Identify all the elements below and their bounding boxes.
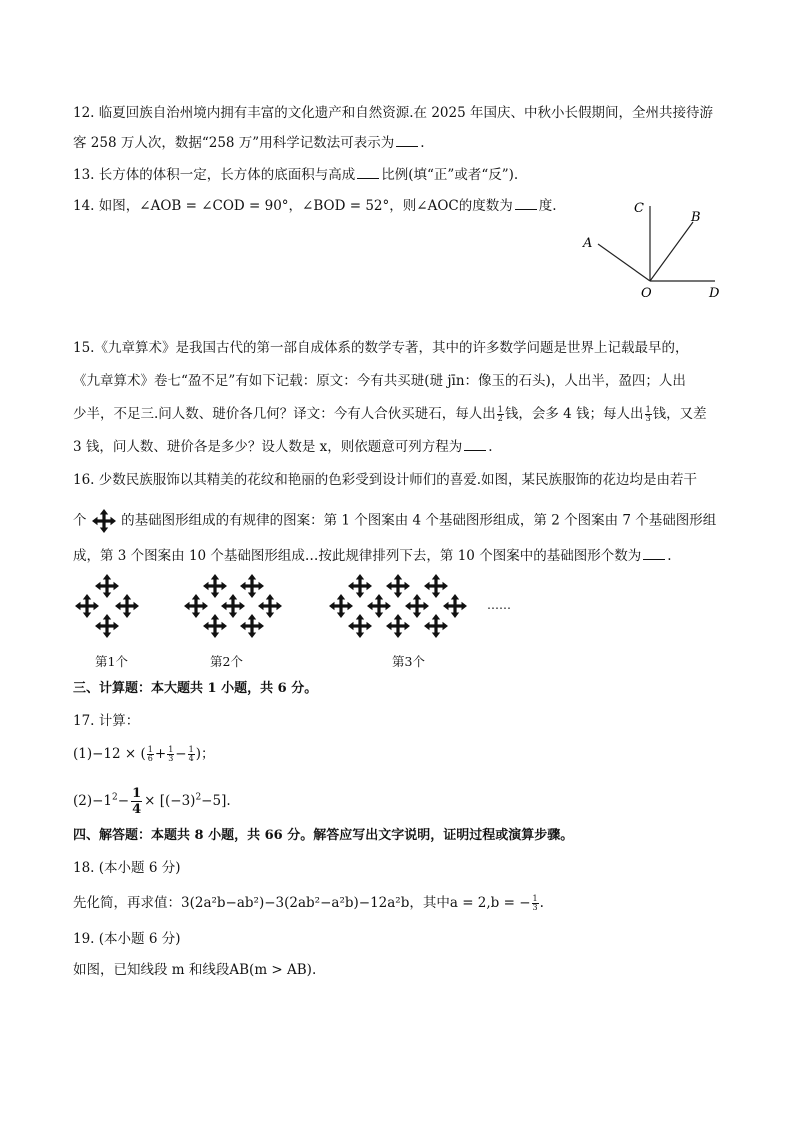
q18-body xyxy=(73,893,544,913)
q15-text-c: 钱，又差 xyxy=(652,406,707,422)
base-shape xyxy=(367,594,391,618)
label-d: D xyxy=(709,286,720,301)
base-shape xyxy=(203,614,227,638)
q17-p1-post: )； xyxy=(195,746,215,762)
q16-text-b: 的基础图形组成的有规律的图案：第 1 个图案由 4 个基础图形组成，第 2 个图案由 7 个基础图形组 xyxy=(121,512,717,529)
exponent: 2 xyxy=(112,792,118,803)
label-c: C xyxy=(634,201,644,216)
q16-text-a: 个 xyxy=(73,512,87,529)
fraction: $\frac{1}{4}$ xyxy=(188,745,194,763)
answer-blank xyxy=(643,546,665,560)
base-shape xyxy=(184,594,208,618)
base-shape xyxy=(424,574,448,598)
fraction: $\frac{1}{3}$ xyxy=(532,894,538,912)
q17-p2-pre: (2)−1 xyxy=(73,793,113,809)
base-shape xyxy=(240,614,264,638)
exponent: 2 xyxy=(195,792,202,803)
base-shape xyxy=(203,574,227,598)
angle-figure xyxy=(575,196,735,306)
q13-end: 比例(填“正”或者“反”). xyxy=(381,167,519,183)
label-b: B xyxy=(691,210,701,225)
q15-text-d: 3 钱，问人数、琎价各是多少？设人数是 x，则依题意可列方程为 xyxy=(73,439,463,455)
q15-line3 xyxy=(73,404,707,424)
caption-2: 第2个 xyxy=(210,654,243,669)
base-shape xyxy=(115,594,139,618)
base-shape xyxy=(329,594,353,618)
ray-oa xyxy=(598,244,650,281)
base-shape xyxy=(348,614,372,638)
pattern-3 xyxy=(322,572,482,644)
q14-text: 14. 如图，∠AOB = ∠COD = 90°，∠BOD = 52°，则∠AOC的度数为 xyxy=(73,198,513,214)
base-shape xyxy=(240,574,264,598)
fraction-half: $\frac{1}{2}$ xyxy=(497,405,503,423)
q12-line1: 12. 临夏回族自治州境内拥有丰富的文化遗产和自然资源.在 2025 年国庆、中秋小长假期间，全州共接待游 xyxy=(73,105,713,121)
fraction: $\frac{1}{3}$ xyxy=(168,745,174,763)
base-shape xyxy=(221,594,245,618)
q15-text-b: 钱，会多 4 钱；每人出 xyxy=(504,406,644,422)
q16-line2 xyxy=(73,508,716,534)
answer-blank xyxy=(357,165,379,179)
section-4-title: 四、解答题：本题共 8 小题，共 66 分。解答应写出文字说明，证明过程或演算步骤。 xyxy=(73,828,574,843)
q16-line1: 16. 少数民族服饰以其精美的花纹和艳丽的色彩受到设计师们的喜爱.如图，某民族服饰的花边均是由若干 xyxy=(73,472,698,488)
q15-text-a: 少半，不足三.问人数、琎价各几何？译文：今有人合伙买琎石，每人出 xyxy=(73,406,496,422)
fraction: $\frac{1}{6}$ xyxy=(147,745,153,763)
base-shape xyxy=(95,574,119,598)
caption-1: 第1个 xyxy=(95,654,128,669)
q18-title: 18. (本小题 6 分) xyxy=(73,860,181,876)
q17-p2-post: −5]. xyxy=(201,793,231,809)
q16-text-c: 成，第 3 个图案由 10 个基础图形组成…按此规律排列下去，第 10 个图案中的基础图形个数为 xyxy=(73,548,642,564)
answer-blank xyxy=(464,437,486,451)
fraction-third: $\frac{1}{3}$ xyxy=(645,405,651,423)
q12-line2 xyxy=(73,133,425,153)
pattern-ellipsis: …… xyxy=(487,598,511,612)
caption-3: 第3个 xyxy=(392,654,425,669)
base-shape xyxy=(258,594,282,618)
base-shape xyxy=(75,594,99,618)
q14-end: 度. xyxy=(538,198,557,214)
q16-line3 xyxy=(73,546,672,566)
base-shape xyxy=(386,614,410,638)
ray-ob xyxy=(650,222,693,281)
base-shape xyxy=(443,594,467,618)
q19-body: 如图，已知线段 m 和线段AB(m > AB). xyxy=(73,962,317,978)
q17-p2-mid: × [(−3) xyxy=(144,793,196,809)
cross-arrow-icon xyxy=(91,508,117,534)
q15-line2: 《九章算术》卷七“盈不足”有如下记载：原文：今有共买琎(琎 jīn：像玉的石头)，人出半，盈四；人出 xyxy=(73,373,686,389)
q17-p1-pre: (1)−12 × ( xyxy=(73,746,146,762)
base-shape xyxy=(386,574,410,598)
q12-text: 客 258 万人次，数据“258 万”用科学记数法可表示为 xyxy=(73,135,395,151)
q15-end: . xyxy=(488,439,493,455)
fraction: $\frac{1}{4}$ xyxy=(132,786,142,817)
q15-line1: 15.《九章算术》是我国古代的第一部自成体系的数学专著，其中的许多数学问题是世界上记载最早的， xyxy=(73,340,689,356)
answer-blank xyxy=(515,196,537,210)
pattern-2 xyxy=(175,572,295,644)
q17-part2: $(2)-1^2-$ $\frac{1}{4}$ × $[(-3)^2-5]$. xyxy=(73,786,231,817)
base-shape xyxy=(95,614,119,638)
q15-line4 xyxy=(73,437,493,457)
label-a: A xyxy=(583,236,593,251)
q13-text: 13. 长方体的体积一定，长方体的底面积与高成 xyxy=(73,167,356,183)
q14-line xyxy=(73,196,557,216)
section-3-title: 三、计算题：本大题共 1 小题，共 6 分。 xyxy=(73,681,318,696)
pattern-1 xyxy=(70,572,150,644)
q19-title: 19. (本小题 6 分) xyxy=(73,931,181,947)
base-shape xyxy=(424,614,448,638)
base-shape xyxy=(348,574,372,598)
label-o: O xyxy=(641,286,652,301)
q12-end: . xyxy=(420,135,425,151)
q17-title: 17. 计算： xyxy=(73,713,140,729)
q17-part1: (1)−12 × ( $\frac{1}{6}$ + $\frac{1}{3}$ − $\frac{1}{4}$ )； xyxy=(73,745,215,763)
answer-blank xyxy=(396,133,418,147)
q16-end: . xyxy=(667,548,672,564)
base-shape xyxy=(405,594,429,618)
q18-end: . xyxy=(539,895,544,911)
q18-text: 先化简，再求值：3(2a²b−ab²)−3(2ab²−a²b)−12a²b，其中a = 2,b = − xyxy=(73,895,531,911)
q13-line xyxy=(73,165,518,185)
